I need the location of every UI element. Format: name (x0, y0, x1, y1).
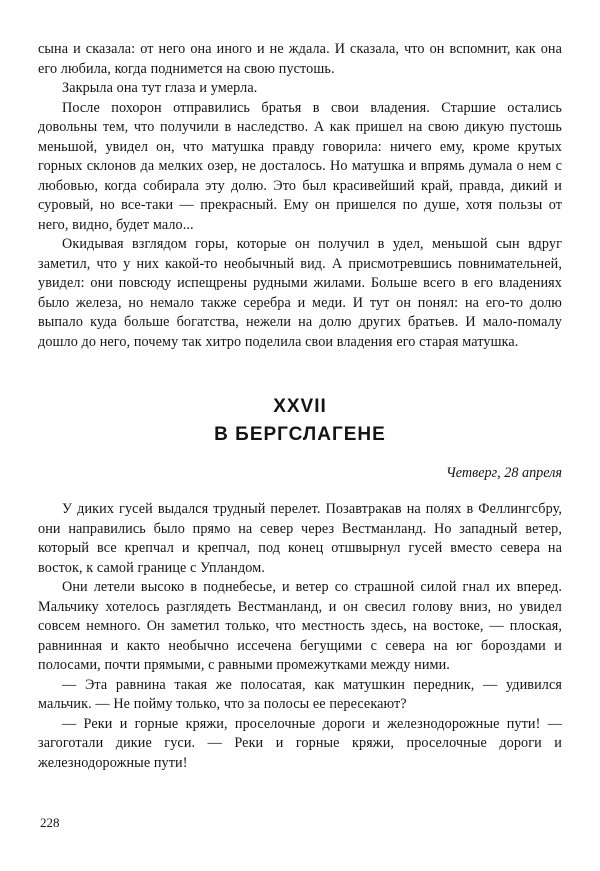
paragraph: У диких гусей выдался трудный перелет. Позавтракав на полях в Феллингсбру, они направились было прямо на север через Вестманланд. Но западный ветер, который все крепчал и крепчал, под конец отшвырнул гусей вместо севера на восток, к самой границе с Упландом. (38, 501, 562, 576)
chapter-dateline: Четверг, 28 апреля (445, 465, 562, 481)
dialogue-paragraph: — Эта равнина такая же полосатая, как матушкин передник, — удивился мальчик. — Не пойму только, что за полосы ее пересекают? (38, 676, 562, 712)
chapter-number: XXVII (273, 396, 327, 417)
chapter-text-block (38, 500, 562, 773)
paragraph: После похорон отправились братья в свои владения. Старшие остались довольны тем, что получили в наследство. А как пришел на свою дикую пустошь меньшой, увидел он, что матушка правду говорила: ничего ему, кроме крутых горных склонов да мелких озер, не досталось. Но матушка и впрямь думала о нем с любовью, когда собирала эту долю. Это был красивейший край, правда, дикий и суровый, но все-таки — прекрасный. Ему он пришелся по душе, хотя пользы от него, видно, будет мало... (38, 99, 562, 233)
paragraph: Закрыла она тут глаза и умерла. (62, 80, 258, 96)
top-text-block (38, 40, 562, 352)
chapter-title: В БЕРГСЛАГЕНЕ (214, 424, 386, 445)
dialogue-paragraph: — Реки и горные кряжи, проселочные дороги и железнодорожные пути! — загоготали дикие гуси. — Реки и горные кряжи, проселочные дороги и железнодорожные пути! (38, 715, 562, 771)
paragraph: Они летели высоко в поднебесье, и ветер со страшной силой гнал их вперед. Мальчику хотелось разглядеть Вестманланд, и он свесил голову вниз, но увидел совсем немного. Он заметил только, что местность здесь, на востоке, — плоская, равнинная и както необычно иссечена бегущими с севера на юг бороздами и полосами, почти прямыми, с равными промежутками между ними. (38, 579, 562, 673)
paragraph: Окидывая взглядом горы, которые он получил в удел, меньшой сын вдруг заметил, что у них какой-то необычный вид. А присмотревшись повнимательней, увидел: они повсюду испещрены рудными жилами. Больше всего в его владениях было железа, но немало также серебра и меди. И тут он понял: на его-то долю выпало куда больше богатства, нежели на долю других братьев. И мало-помалу дошло до него, почему так хитро поделила свои владения его старая матушка. (38, 236, 562, 350)
page-number: 228 (40, 815, 60, 830)
paragraph-continuation: сына и сказала: от него она иного и не ждала. И сказала, что он вспомнит, как она его любила, когда поднимется на свою пустошь. (38, 41, 562, 77)
